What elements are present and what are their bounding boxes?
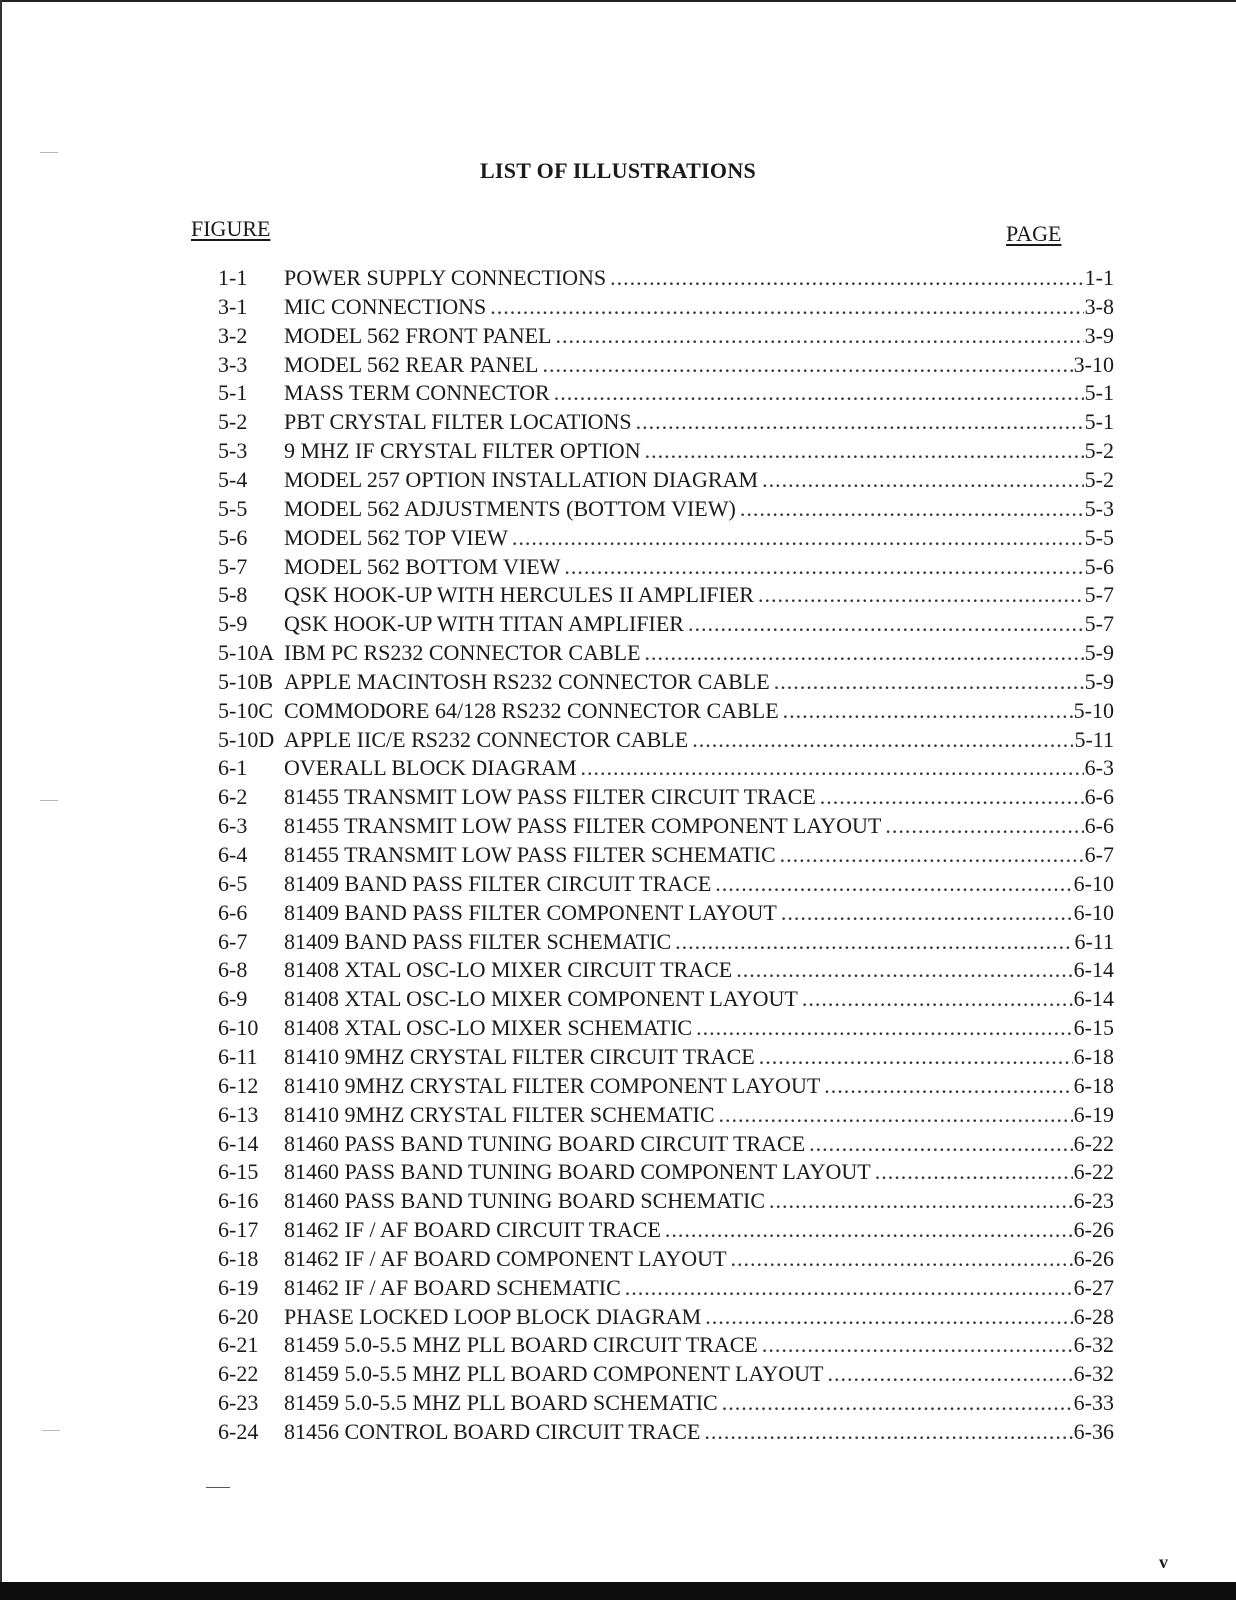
entry-body bbox=[284, 1101, 1114, 1129]
entry-body bbox=[284, 553, 1114, 581]
list-item bbox=[218, 899, 1114, 927]
figure-number: 6-18 bbox=[218, 1246, 259, 1271]
dot-leader bbox=[774, 668, 1084, 696]
list-item bbox=[218, 870, 1114, 898]
entry-body bbox=[284, 870, 1114, 898]
figure-title: APPLE IIC/E RS232 CONNECTOR CABLE bbox=[284, 727, 689, 752]
page-reference: 6-10 bbox=[1073, 900, 1114, 925]
page-reference: 5-9 bbox=[1084, 669, 1114, 694]
list-item bbox=[218, 1418, 1114, 1446]
figure-number: 6-6 bbox=[218, 900, 248, 925]
list-item bbox=[218, 985, 1114, 1013]
list-item bbox=[218, 293, 1114, 321]
dot-leader bbox=[688, 610, 1084, 638]
entry-body bbox=[284, 351, 1114, 379]
list-item bbox=[218, 466, 1114, 494]
figure-title: MASS TERM CONNECTOR bbox=[284, 380, 550, 405]
figure-number: 5-4 bbox=[218, 467, 248, 492]
list-item bbox=[218, 1331, 1114, 1359]
figure-number: 6-21 bbox=[218, 1332, 259, 1357]
figure-title: MODEL 562 BOTTOM VIEW bbox=[284, 554, 561, 579]
scan-bottom-edge bbox=[0, 1582, 1236, 1600]
list-item bbox=[218, 812, 1114, 840]
dot-leader bbox=[705, 1303, 1072, 1331]
figure-number: 6-14 bbox=[218, 1131, 259, 1156]
list-item bbox=[218, 928, 1114, 956]
list-item bbox=[218, 610, 1114, 638]
page-reference: 1-1 bbox=[1084, 265, 1114, 290]
list-item bbox=[218, 379, 1114, 407]
page-reference: 5-3 bbox=[1084, 496, 1114, 521]
figure-number: 5-3 bbox=[218, 438, 248, 463]
figure-number: 6-17 bbox=[218, 1217, 259, 1242]
dot-leader bbox=[715, 870, 1072, 898]
page-reference: 6-10 bbox=[1073, 871, 1114, 896]
figure-title: 81462 IF / AF BOARD COMPONENT LAYOUT bbox=[284, 1246, 727, 1271]
entry-body bbox=[284, 754, 1114, 782]
entry-body bbox=[284, 697, 1114, 725]
page-reference: 5-7 bbox=[1084, 582, 1114, 607]
scan-speck bbox=[42, 1430, 60, 1431]
figure-number: 6-7 bbox=[218, 929, 248, 954]
dot-leader bbox=[809, 1130, 1073, 1158]
entry-body bbox=[284, 1130, 1114, 1158]
page-reference: 3-9 bbox=[1084, 323, 1114, 348]
figure-title: 81455 TRANSMIT LOW PASS FILTER COMPONENT LAYOUT bbox=[284, 813, 882, 838]
entry-body bbox=[284, 1360, 1114, 1388]
page-reference: 5-6 bbox=[1084, 554, 1114, 579]
entry-body bbox=[284, 841, 1114, 869]
list-item bbox=[218, 1014, 1114, 1042]
dot-leader bbox=[762, 466, 1084, 494]
list-item bbox=[218, 639, 1114, 667]
figure-title: APPLE MACINTOSH RS232 CONNECTOR CABLE bbox=[284, 669, 770, 694]
figure-number: 5-10C bbox=[218, 698, 273, 723]
entry-body bbox=[284, 928, 1114, 956]
entry-body bbox=[284, 466, 1114, 494]
figure-number: 5-8 bbox=[218, 582, 248, 607]
entry-body bbox=[284, 524, 1114, 552]
page-reference: 5-7 bbox=[1084, 611, 1114, 636]
figure-title: 81455 TRANSMIT LOW PASS FILTER SCHEMATIC bbox=[284, 842, 776, 867]
entry-body bbox=[284, 293, 1114, 321]
figure-number: 5-9 bbox=[218, 611, 248, 636]
list-item bbox=[218, 754, 1114, 782]
figure-number: 5-10A bbox=[218, 640, 275, 665]
list-item bbox=[218, 1158, 1114, 1186]
dot-leader bbox=[759, 1043, 1073, 1071]
list-item bbox=[218, 697, 1114, 725]
entry-body bbox=[284, 668, 1114, 696]
entry-body bbox=[284, 379, 1114, 407]
dot-leader bbox=[665, 1216, 1073, 1244]
dot-leader bbox=[758, 581, 1084, 609]
list-item bbox=[218, 553, 1114, 581]
list-item bbox=[218, 1389, 1114, 1417]
list-item bbox=[218, 1130, 1114, 1158]
figure-title: 81462 IF / AF BOARD CIRCUIT TRACE bbox=[284, 1217, 661, 1242]
page-reference: 5-9 bbox=[1084, 640, 1114, 665]
page-reference: 6-22 bbox=[1073, 1131, 1114, 1156]
dot-leader bbox=[564, 553, 1083, 581]
page-reference: 6-32 bbox=[1073, 1332, 1114, 1357]
page-reference: 6-33 bbox=[1073, 1390, 1114, 1415]
figure-title: MIC CONNECTIONS bbox=[284, 294, 487, 319]
figure-number: 6-13 bbox=[218, 1102, 259, 1127]
entry-body bbox=[284, 726, 1114, 754]
figure-title: COMMODORE 64/128 RS232 CONNECTOR CABLE bbox=[284, 698, 779, 723]
figure-title: 81459 5.0-5.5 MHZ PLL BOARD CIRCUIT TRACE bbox=[284, 1332, 758, 1357]
list-item bbox=[218, 1274, 1114, 1302]
page-reference: 6-18 bbox=[1073, 1044, 1114, 1069]
figure-title: 81410 9MHZ CRYSTAL FILTER SCHEMATIC bbox=[284, 1102, 715, 1127]
figure-title: 81408 XTAL OSC-LO MIXER SCHEMATIC bbox=[284, 1015, 693, 1040]
figure-number: 6-20 bbox=[218, 1304, 259, 1329]
page-reference: 6-6 bbox=[1084, 813, 1114, 838]
figure-title: 81460 PASS BAND TUNING BOARD SCHEMATIC bbox=[284, 1188, 766, 1213]
entry-body bbox=[284, 783, 1114, 811]
list-item bbox=[218, 408, 1114, 436]
list-item bbox=[218, 437, 1114, 465]
figure-number: 6-24 bbox=[218, 1419, 259, 1444]
figure-number: 6-23 bbox=[218, 1390, 259, 1415]
figure-number: 6-19 bbox=[218, 1275, 259, 1300]
figure-number: 6-10 bbox=[218, 1015, 259, 1040]
page-reference: 6-14 bbox=[1073, 957, 1114, 982]
page-reference: 5-2 bbox=[1084, 467, 1114, 492]
figure-title: 81459 5.0-5.5 MHZ PLL BOARD SCHEMATIC bbox=[284, 1390, 718, 1415]
page-reference: 5-5 bbox=[1084, 525, 1114, 550]
dot-leader bbox=[490, 293, 1083, 321]
entry-body bbox=[284, 1187, 1114, 1215]
page-reference: 6-26 bbox=[1073, 1217, 1114, 1242]
page-reference: 5-1 bbox=[1084, 380, 1114, 405]
figure-number: 6-16 bbox=[218, 1188, 259, 1213]
list-item bbox=[218, 1101, 1114, 1129]
figure-title: QSK HOOK-UP WITH HERCULES II AMPLIFIER bbox=[284, 582, 754, 607]
dot-leader bbox=[556, 322, 1084, 350]
dot-leader bbox=[625, 1274, 1073, 1302]
figure-title: MODEL 562 REAR PANEL bbox=[284, 352, 539, 377]
footer-dash bbox=[206, 1487, 230, 1488]
dot-leader bbox=[827, 1360, 1072, 1388]
entry-body bbox=[284, 1418, 1114, 1446]
entry-body bbox=[284, 495, 1114, 523]
figure-number: 5-2 bbox=[218, 409, 248, 434]
figure-title: PBT CRYSTAL FILTER LOCATIONS bbox=[284, 409, 632, 434]
dot-leader bbox=[722, 1389, 1073, 1417]
page-reference: 3-8 bbox=[1084, 294, 1114, 319]
list-item bbox=[218, 1216, 1114, 1244]
entry-body bbox=[284, 1158, 1114, 1186]
dot-leader bbox=[542, 351, 1072, 379]
dot-leader bbox=[740, 495, 1084, 523]
figure-title: 81460 PASS BAND TUNING BOARD CIRCUIT TRACE bbox=[284, 1131, 806, 1156]
entry-body bbox=[284, 956, 1114, 984]
dot-leader bbox=[769, 1187, 1073, 1215]
list-item bbox=[218, 1187, 1114, 1215]
figure-number: 6-11 bbox=[218, 1044, 258, 1069]
page-reference: 6-14 bbox=[1073, 986, 1114, 1011]
page-column-header: PAGE bbox=[1006, 221, 1062, 246]
page-reference: 6-27 bbox=[1073, 1275, 1114, 1300]
scan-speck bbox=[40, 800, 58, 801]
page-reference: 6-11 bbox=[1074, 929, 1114, 954]
entry-body bbox=[284, 264, 1114, 292]
page-reference: 6-18 bbox=[1073, 1073, 1114, 1098]
list-item bbox=[218, 1303, 1114, 1331]
scan-top-edge bbox=[0, 0, 1236, 2]
dot-leader bbox=[692, 726, 1073, 754]
dot-leader bbox=[610, 264, 1084, 292]
figure-number: 6-5 bbox=[218, 871, 248, 896]
page-reference: 6-6 bbox=[1084, 784, 1114, 809]
entry-body bbox=[284, 985, 1114, 1013]
figure-title: PHASE LOCKED LOOP BLOCK DIAGRAM bbox=[284, 1304, 702, 1329]
figure-number: 5-7 bbox=[218, 554, 248, 579]
figure-title: 81455 TRANSMIT LOW PASS FILTER CIRCUIT TRACE bbox=[284, 784, 816, 809]
figure-title: MODEL 562 TOP VIEW bbox=[284, 525, 508, 550]
entry-body bbox=[284, 1331, 1114, 1359]
dot-leader bbox=[645, 437, 1084, 465]
scan-speck bbox=[40, 152, 58, 153]
list-item bbox=[218, 524, 1114, 552]
list-item bbox=[218, 351, 1114, 379]
dot-leader bbox=[512, 524, 1084, 552]
page-reference: 5-11 bbox=[1074, 727, 1114, 752]
list-item bbox=[218, 581, 1114, 609]
entry-body bbox=[284, 408, 1114, 436]
entry-body bbox=[284, 1216, 1114, 1244]
figure-title: 81409 BAND PASS FILTER CIRCUIT TRACE bbox=[284, 871, 712, 896]
figure-number: 5-10B bbox=[218, 669, 273, 694]
figure-number: 6-1 bbox=[218, 755, 248, 780]
figure-title: 81410 9MHZ CRYSTAL FILTER COMPONENT LAYOUT bbox=[284, 1073, 821, 1098]
figure-title: MODEL 257 OPTION INSTALLATION DIAGRAM bbox=[284, 467, 759, 492]
dot-leader bbox=[736, 956, 1072, 984]
dot-leader bbox=[781, 899, 1073, 927]
figure-title: 81460 PASS BAND TUNING BOARD COMPONENT LAYOUT bbox=[284, 1159, 871, 1184]
dot-leader bbox=[581, 754, 1084, 782]
figure-number: 3-3 bbox=[218, 352, 248, 377]
entry-body bbox=[284, 899, 1114, 927]
page-reference: 3-10 bbox=[1073, 352, 1114, 377]
dot-leader bbox=[802, 985, 1073, 1013]
list-item bbox=[218, 1360, 1114, 1388]
scan-left-edge bbox=[0, 0, 2, 1600]
figure-title: POWER SUPPLY CONNECTIONS bbox=[284, 265, 607, 290]
entry-body bbox=[284, 1389, 1114, 1417]
figure-number: 6-12 bbox=[218, 1073, 259, 1098]
entry-body bbox=[284, 1274, 1114, 1302]
figure-number: 3-1 bbox=[218, 294, 248, 319]
figure-title: 9 MHZ IF CRYSTAL FILTER OPTION bbox=[284, 438, 641, 463]
list-item bbox=[218, 783, 1114, 811]
figure-title: MODEL 562 ADJUSTMENTS (BOTTOM VIEW) bbox=[284, 496, 736, 521]
figure-number: 6-22 bbox=[218, 1361, 259, 1386]
list-item bbox=[218, 264, 1114, 292]
dot-leader bbox=[820, 783, 1084, 811]
entry-body bbox=[284, 322, 1114, 350]
figure-number: 6-2 bbox=[218, 784, 248, 809]
list-item bbox=[218, 841, 1114, 869]
page-reference: 6-7 bbox=[1084, 842, 1114, 867]
entry-body bbox=[284, 1014, 1114, 1042]
dot-leader bbox=[762, 1331, 1073, 1359]
page-title: LIST OF ILLUSTRATIONS bbox=[479, 158, 757, 183]
page-reference: 6-32 bbox=[1073, 1361, 1114, 1386]
figure-title: 81459 5.0-5.5 MHZ PLL BOARD COMPONENT LAYOUT bbox=[284, 1361, 824, 1386]
dot-leader bbox=[636, 408, 1084, 436]
figure-number: 6-3 bbox=[218, 813, 248, 838]
list-item bbox=[218, 668, 1114, 696]
dot-leader bbox=[783, 697, 1073, 725]
figure-title: IBM PC RS232 CONNECTOR CABLE bbox=[284, 640, 641, 665]
dot-leader bbox=[780, 841, 1084, 869]
entry-body bbox=[284, 639, 1114, 667]
dot-leader bbox=[675, 928, 1073, 956]
page-reference: 6-23 bbox=[1073, 1188, 1114, 1213]
page-reference: 6-19 bbox=[1073, 1102, 1114, 1127]
figure-title: 81456 CONTROL BOARD CIRCUIT TRACE bbox=[284, 1419, 701, 1444]
figure-title: QSK HOOK-UP WITH TITAN AMPLIFIER bbox=[284, 611, 684, 636]
entry-body bbox=[284, 1303, 1114, 1331]
figure-column-header: FIGURE bbox=[191, 216, 271, 241]
dot-leader bbox=[645, 639, 1084, 667]
page-reference: 5-1 bbox=[1084, 409, 1114, 434]
figure-number: 6-8 bbox=[218, 957, 248, 982]
page-reference: 5-10 bbox=[1073, 698, 1114, 723]
figure-number: 6-15 bbox=[218, 1159, 259, 1184]
figure-number: 6-4 bbox=[218, 842, 248, 867]
dot-leader bbox=[875, 1158, 1073, 1186]
dot-leader bbox=[719, 1101, 1073, 1129]
dot-leader bbox=[885, 812, 1083, 840]
figure-title: 81409 BAND PASS FILTER SCHEMATIC bbox=[284, 929, 672, 954]
figure-title: 81408 XTAL OSC-LO MIXER COMPONENT LAYOUT bbox=[284, 986, 798, 1011]
figure-title: 81409 BAND PASS FILTER COMPONENT LAYOUT bbox=[284, 900, 777, 925]
figure-title: MODEL 562 FRONT PANEL bbox=[284, 323, 552, 348]
entry-body bbox=[284, 610, 1114, 638]
figure-number: 5-5 bbox=[218, 496, 248, 521]
entry-body bbox=[284, 437, 1114, 465]
list-item bbox=[218, 1072, 1114, 1100]
page-reference: 6-36 bbox=[1073, 1419, 1114, 1444]
entry-body bbox=[284, 812, 1114, 840]
list-item bbox=[218, 495, 1114, 523]
dot-leader bbox=[704, 1418, 1072, 1446]
page-reference: 6-22 bbox=[1073, 1159, 1114, 1184]
figure-title: OVERALL BLOCK DIAGRAM bbox=[284, 755, 577, 780]
entry-body bbox=[284, 1072, 1114, 1100]
figure-title: 81408 XTAL OSC-LO MIXER CIRCUIT TRACE bbox=[284, 957, 733, 982]
figure-title: 81462 IF / AF BOARD SCHEMATIC bbox=[284, 1275, 621, 1300]
list-item bbox=[218, 956, 1114, 984]
dot-leader bbox=[554, 379, 1084, 407]
page-reference: 6-3 bbox=[1084, 755, 1114, 780]
entry-body bbox=[284, 1245, 1114, 1273]
dot-leader bbox=[824, 1072, 1072, 1100]
figure-number: 1-1 bbox=[218, 265, 248, 290]
dot-leader bbox=[731, 1245, 1073, 1273]
page-reference: 5-2 bbox=[1084, 438, 1114, 463]
page-reference: 6-15 bbox=[1073, 1015, 1114, 1040]
list-item bbox=[218, 322, 1114, 350]
figure-number: 5-10D bbox=[218, 727, 275, 752]
figure-number: 5-1 bbox=[218, 380, 248, 405]
list-item bbox=[218, 1043, 1114, 1071]
figure-number: 3-2 bbox=[218, 323, 248, 348]
page-reference: 6-26 bbox=[1073, 1246, 1114, 1271]
page-number: v bbox=[1159, 1552, 1168, 1572]
figure-title: 81410 9MHZ CRYSTAL FILTER CIRCUIT TRACE bbox=[284, 1044, 755, 1069]
dot-leader bbox=[696, 1014, 1073, 1042]
list-item bbox=[218, 1245, 1114, 1273]
figure-number: 5-6 bbox=[218, 525, 248, 550]
figure-number: 6-9 bbox=[218, 986, 248, 1011]
list-item bbox=[218, 726, 1114, 754]
entry-body bbox=[284, 1043, 1114, 1071]
entry-body bbox=[284, 581, 1114, 609]
page-reference: 6-28 bbox=[1073, 1304, 1114, 1329]
